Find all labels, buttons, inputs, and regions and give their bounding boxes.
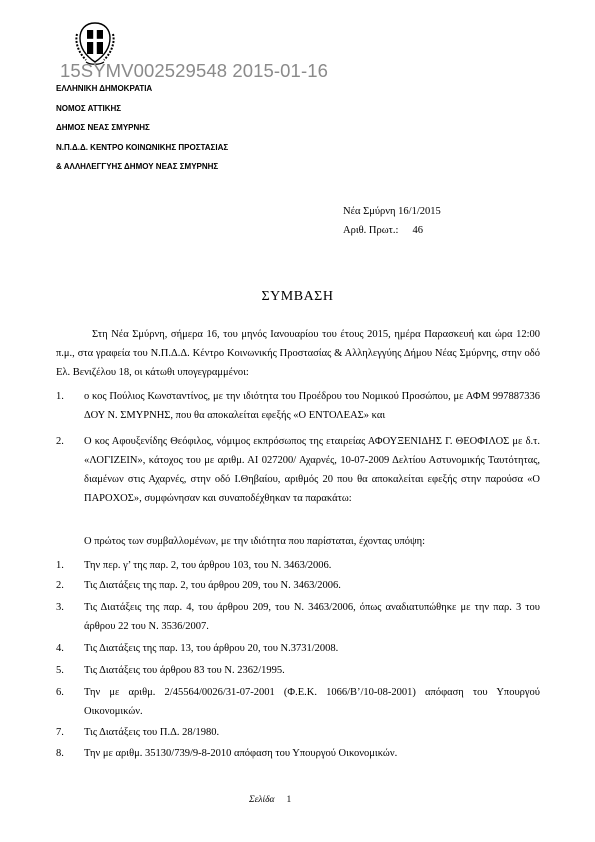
consideration-item — [56, 661, 540, 680]
party-number: 1. — [56, 391, 64, 402]
header-line-municipality: ΔΗΜΟΣ ΝΕΑΣ ΣΜΥΡΝΗΣ — [56, 123, 150, 132]
consideration-number: 6. — [56, 687, 64, 698]
party-text: ο κος Πούλιος Κωνσταντίνος, με την ιδιότητα του Προέδρου του Νομικού Προσώπου, με ΑΦΜ 997887336 ΔΟΥ Ν. ΣΜΥΡΝΗΣ, που θα αποκαλείται εφεξής «Ο ΕΝΤΟΛΕΑΣ» και — [84, 391, 540, 421]
consideration-item — [56, 744, 540, 763]
protocol-value: 46 — [412, 225, 423, 236]
consideration-item — [56, 576, 540, 595]
consideration-number: 8. — [56, 748, 64, 759]
document-watermark-code: 15SYMV002529548 2015-01-16 — [60, 60, 328, 81]
consideration-item — [56, 639, 540, 658]
header-line-prefecture: ΝΟΜΟΣ ΑΤΤΙΚΗΣ — [56, 103, 122, 113]
consideration-number: 5. — [56, 665, 64, 676]
consideration-number: 3. — [56, 602, 64, 613]
consideration-text: Τις Διατάξεις του άρθρου 83 του Ν. 2362/1995. — [84, 665, 285, 676]
consideration-number: 2. — [56, 580, 64, 591]
consideration-text: Τις Διατάξεις της παρ. 2, του άρθρου 209, του Ν. 3463/2006. — [84, 580, 341, 591]
consideration-text: Τις Διατάξεις της παρ. 4, του άρθρου 209, του Ν. 3463/2006, όπως αναδιατυπώθηκε με την παρ. 3 του άρθρου 22 του Ν. 3536/2007. — [84, 602, 540, 632]
party-item — [56, 432, 540, 508]
header-line-organization: Ν.Π.Δ.Δ. ΚΕΝΤΡΟ ΚΟΙΝΩΝΙΚΗΣ ΠΡΟΣΤΑΣΙΑΣ — [56, 142, 229, 152]
header-line-republic: ΕΛΛΗΝΙΚΗ ΔΗΜΟΚΡΑΤΙΑ — [56, 84, 153, 93]
consideration-number: 1. — [56, 560, 64, 571]
consideration-item — [56, 556, 540, 575]
page-number: 1 — [286, 795, 292, 805]
consideration-text: Την περ. γ’ της παρ. 2, του άρθρου 103, του Ν. 3463/2006. — [84, 560, 332, 571]
consideration-number: 7. — [56, 727, 64, 738]
consideration-text: Τις Διατάξεις της παρ. 13, του άρθρου 20, του Ν.3731/2008. — [84, 643, 339, 654]
page-label: Σελίδα — [249, 795, 275, 805]
intro-paragraph: Στη Νέα Σμύρνη, σήμερα 16, του μηνός Ιανουαρίου του έτους 2015, ημέρα Παρασκευή και ώρα 12:00 π.μ., στα γραφεία του Ν.Π.Δ.Δ. Κέντρο Κοινωνικής Προστασίας & Αλληλεγγύης Δήμου Νέας Σμύρνης, στην οδό Ελ. Βενιζέλου 18, οι κάτωθι υπογεγραμμένοι: — [56, 329, 540, 378]
consideration-item — [56, 598, 540, 636]
consideration-text: Τις Διατάξεις του Π.Δ. 28/1980. — [84, 727, 220, 738]
party-number: 2. — [56, 436, 64, 447]
place-and-date: Νέα Σμύρνη 16/1/2015 — [343, 206, 441, 217]
party-text: Ο κος Αφουξενίδης Θεόφιλος, νόμιμος εκπρόσωπος της εταιρείας ΑΦΟΥΞΕΝΙΔΗΣ Γ. ΘΕΟΦΙΛΟΣ με δ.τ. «ΛΟΓΙΖΕΙΝ», κάτοχος του με αριθμ. ΑΙ 027200/ Αχαρνές, 10-07-2009 Δελτίου Αστυνομικής Ταυτότητας, διαμένων στις Αχαρνές, στην οδό Ι.Θηβαίου, αριθμός 20 που θα αποκαλείται εφεξής στην παρούσα «Ο ΠΑΡΟΧΟΣ», συμφώνησαν και συναποδέχθηκαν τα παρακάτω: — [84, 436, 540, 504]
issuer-header — [56, 79, 228, 177]
consideration-item — [56, 683, 540, 721]
consideration-number: 4. — [56, 643, 64, 654]
consideration-text: Την με αριθμ. 2/45564/0026/31-07-2001 (Φ.Ε.Κ. 1066/Β’/10-08-2001) απόφαση του Υπουργού Οικονομικών. — [84, 687, 540, 717]
considerations-intro: Ο πρώτος των συμβαλλομένων, με την ιδιότητα που παρίσταται, έχοντας υπόψη: — [84, 536, 426, 547]
consideration-item — [56, 723, 540, 742]
document-title: ΣΥΜΒΑΣΗ — [261, 289, 334, 304]
protocol-label: Αριθ. Πρωτ.: — [343, 225, 399, 236]
party-item — [56, 387, 540, 425]
header-line-organization-cont: & ΑΛΛΗΛΕΓΓΥΗΣ ΔΗΜΟΥ ΝΕΑΣ ΣΜΥΡΝΗΣ — [56, 162, 219, 171]
page-footer — [249, 795, 291, 805]
consideration-text: Την με αριθμ. 35130/739/9-8-2010 απόφαση του Υπουργού Οικονομικών. — [84, 748, 398, 759]
protocol-number — [343, 225, 423, 236]
